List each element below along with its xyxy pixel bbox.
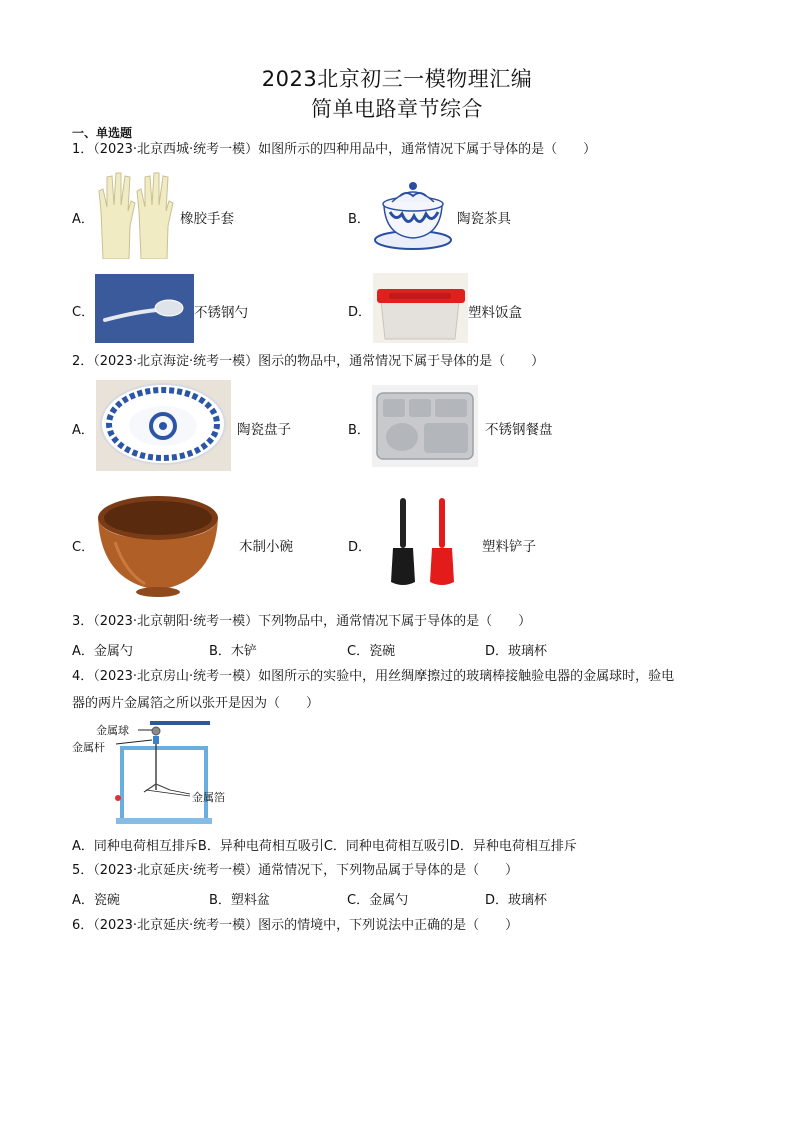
q4-option-b: B．异种电荷相互吸引 (197, 839, 324, 854)
q1-option-b-letter: B． (348, 212, 370, 227)
q3-option-a: A．金属勺 (72, 644, 133, 659)
question-1-stem: 1．（2023·北京西城·统考一模）如图所示的四种用品中，通常情况下属于导体的是（ ） (72, 142, 597, 157)
stainless-spoon-image (95, 274, 194, 343)
question-3-stem: 3．（2023·北京朝阳·统考一模）下列物品中，通常情况下属于导体的是（ ） (72, 614, 532, 629)
plastic-lunchbox-image (373, 273, 468, 343)
q1-option-c-letter: C． (72, 305, 95, 320)
electroscope-figure (70, 718, 235, 830)
q4-options-row (72, 835, 577, 854)
ceramic-plate-image (96, 380, 231, 471)
q2-option-d-letter: D． (348, 540, 372, 555)
page-subtitle: 简单电路章节综合 (311, 97, 483, 121)
q4-option-d: D．异种电荷相互排斥 (449, 839, 577, 854)
figure-label-foil: 金属箔 (192, 791, 225, 804)
question-4-stem-line2: 器的两片金属箔之所以张开是因为（ ） (72, 696, 320, 711)
q2-option-b-label: 不锈钢餐盘 (485, 422, 553, 438)
ceramic-teaset-image (372, 178, 454, 250)
q2-option-c-letter: C． (72, 540, 95, 555)
figure-label-rod: 金属杆 (72, 741, 105, 754)
wooden-bowl-image (95, 492, 221, 600)
figure-label-ball: 金属球 (96, 724, 129, 737)
q5-option-b: B．塑料盆 (209, 893, 270, 908)
q5-option-a: A．瓷碗 (72, 893, 120, 908)
q3-option-b: B．木铲 (209, 644, 257, 659)
q4-option-c: C．同种电荷相互吸引 (323, 839, 450, 854)
q1-option-a-letter: A． (72, 212, 94, 227)
question-2-stem: 2．（2023·北京海淀·统考一模）图示的物品中，通常情况下属于导体的是（ ） (72, 354, 545, 369)
question-6-stem: 6．（2023·北京延庆·统考一模）图示的情境中，下列说法中正确的是（ ） (72, 918, 519, 933)
q1-option-d-label: 塑料饭盒 (468, 305, 522, 321)
q2-option-c-label: 木制小碗 (239, 539, 293, 555)
q3-option-c: C．瓷碗 (347, 644, 396, 659)
q1-option-b-label: 陶瓷茶具 (457, 211, 511, 227)
q4-option-a: A．同种电荷相互排斥 (72, 839, 198, 854)
page-title: 2023北京初三一模物理汇编 (261, 67, 533, 91)
q5-options-row (72, 889, 547, 908)
q5-option-d: D．玻璃杯 (485, 893, 548, 908)
section-heading: 一、单选题 (72, 126, 133, 140)
q5-option-c: C．金属勺 (347, 893, 409, 908)
q1-option-c-label: 不锈钢勺 (194, 305, 248, 321)
question-5-stem: 5．（2023·北京延庆·统考一模）通常情况下，下列物品属于导体的是（ ） (72, 863, 519, 878)
plastic-spatula-image (373, 490, 479, 596)
q3-options-row (72, 640, 547, 659)
stainless-tray-image (372, 385, 478, 467)
rubber-gloves-image (97, 171, 177, 259)
q2-option-d-label: 塑料铲子 (482, 539, 536, 555)
q2-option-a-label: 陶瓷盘子 (237, 422, 291, 438)
q1-option-d-letter: D． (348, 305, 372, 320)
q2-option-b-letter: B． (348, 423, 370, 438)
q3-option-d: D．玻璃杯 (485, 644, 548, 659)
q1-option-a-label: 橡胶手套 (180, 211, 234, 227)
question-4-stem-line1: 4．（2023·北京房山·统考一模）如图所示的实验中，用丝绸摩擦过的玻璃棒接触验电器的金属球时，验电 (72, 669, 675, 684)
q2-option-a-letter: A． (72, 423, 94, 438)
